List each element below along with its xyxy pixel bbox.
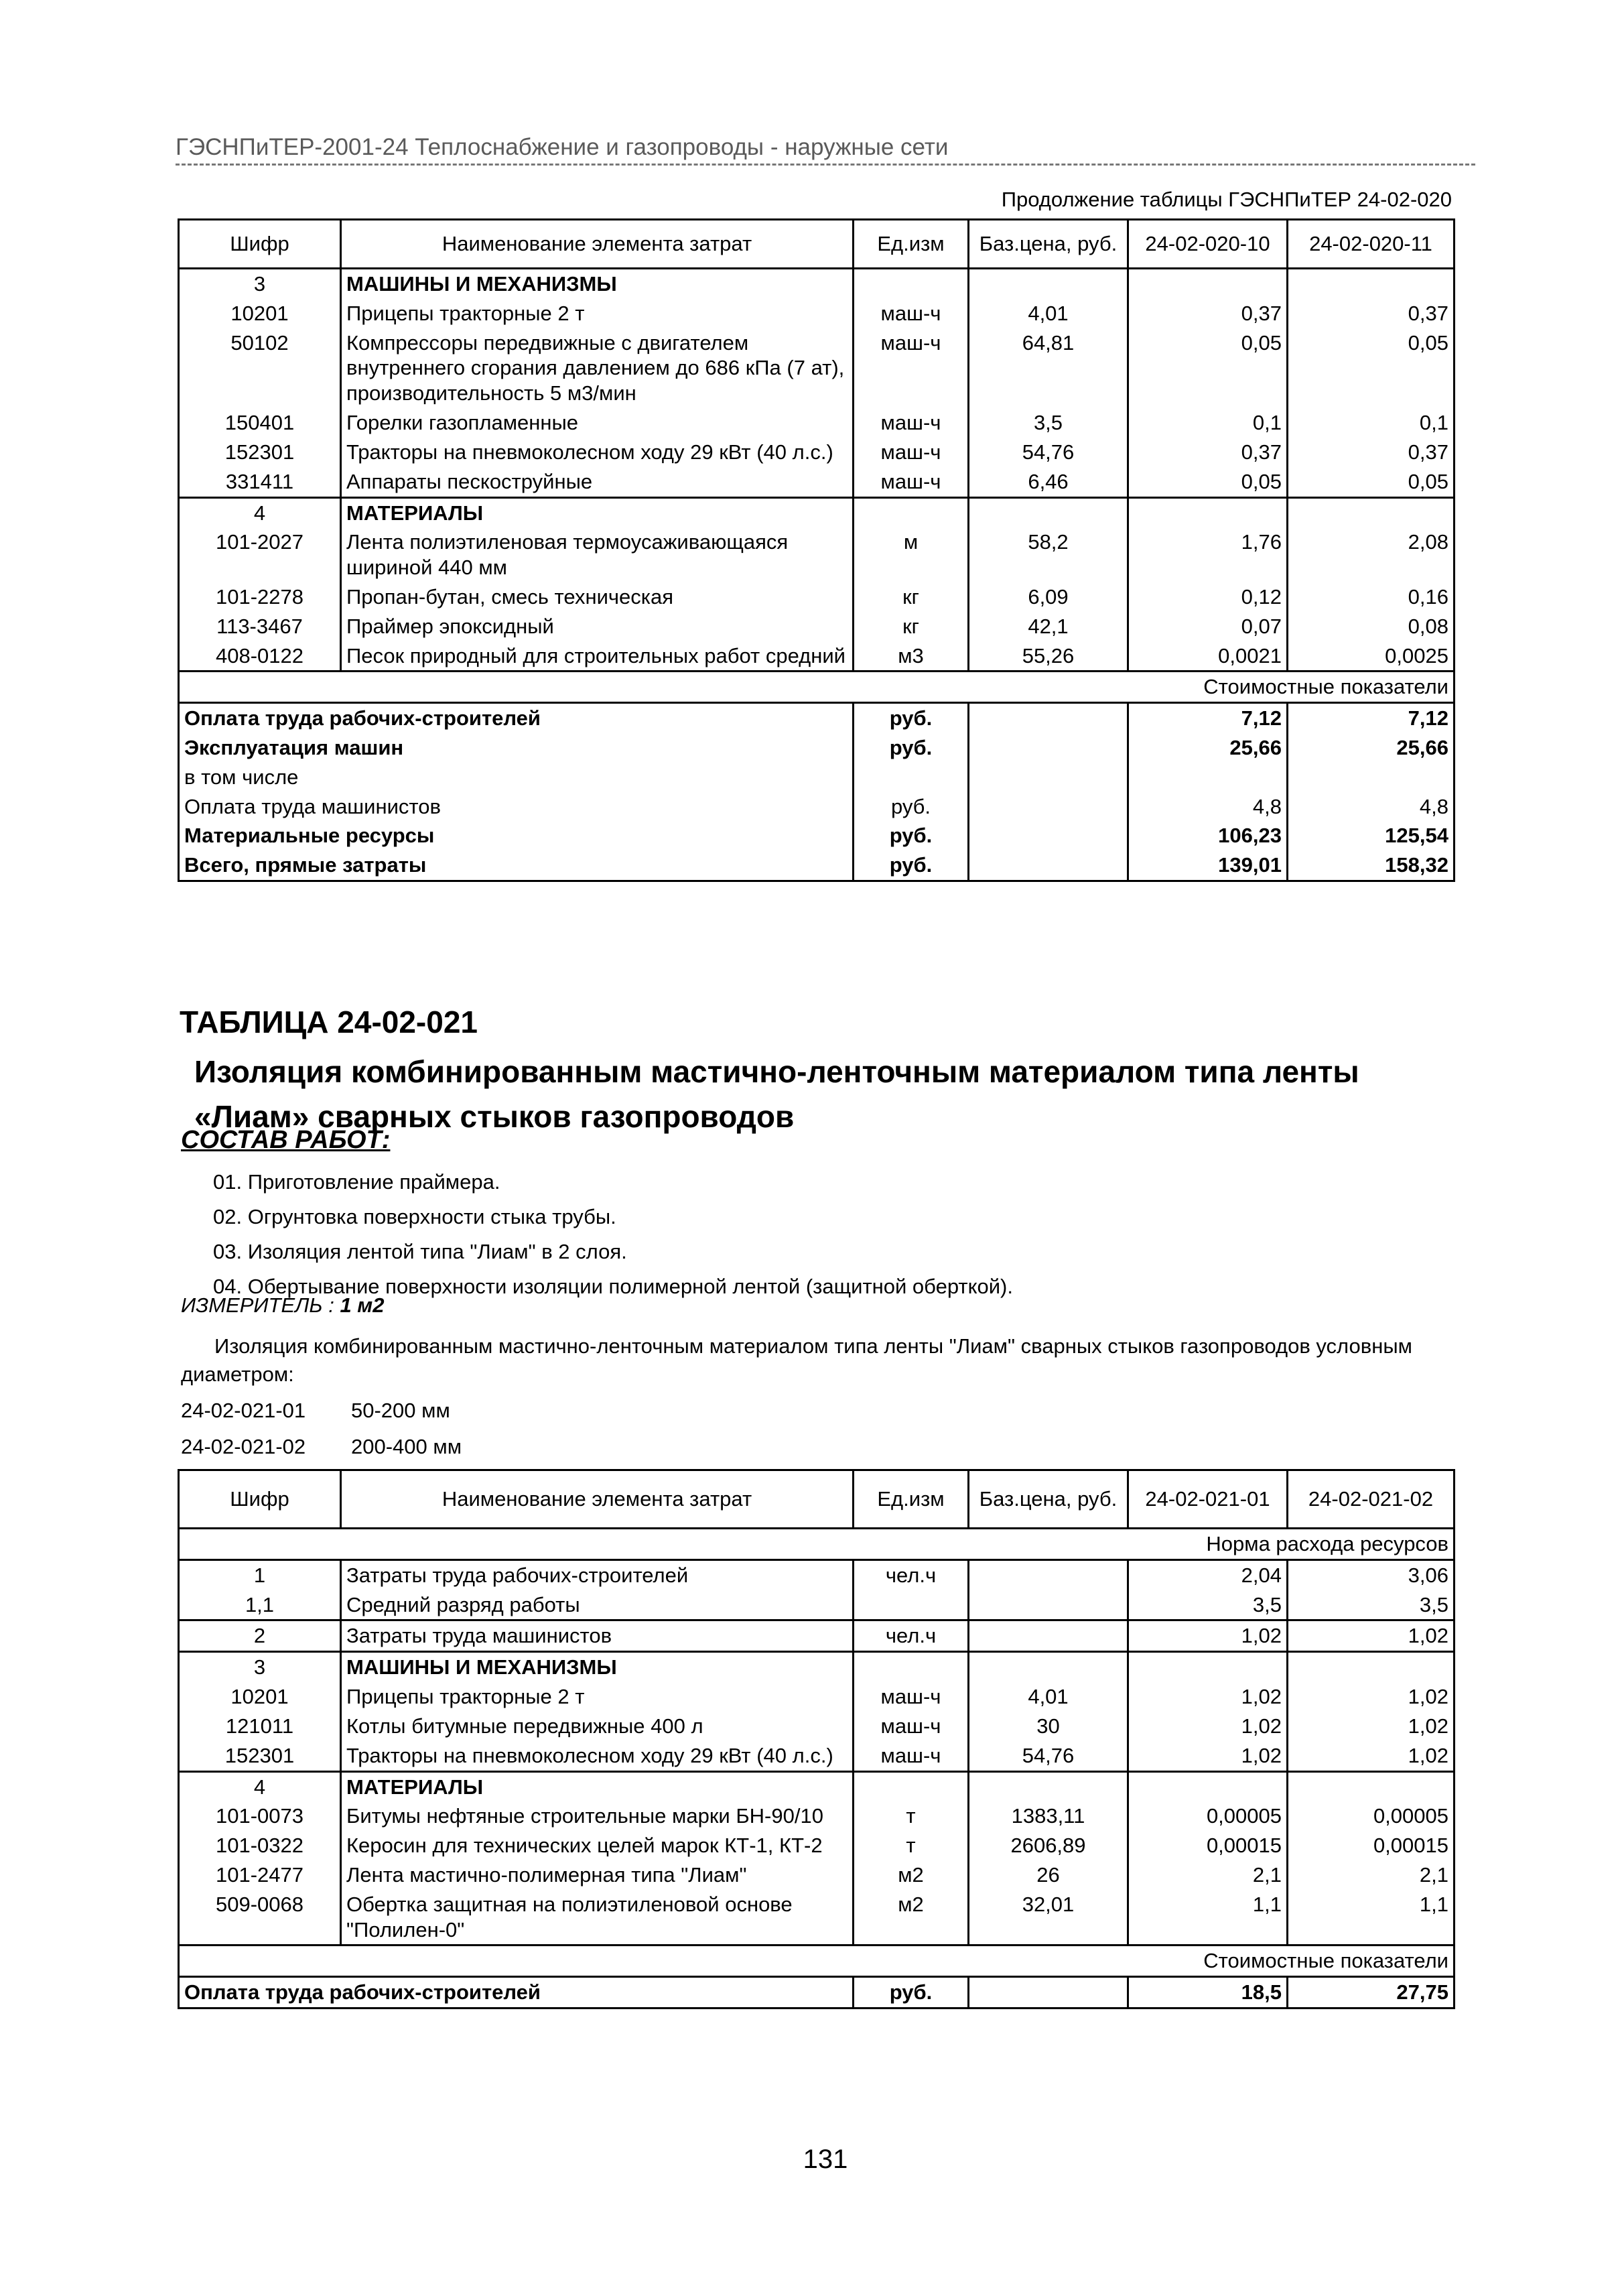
cell-value-1: 1,02 (1128, 1712, 1288, 1741)
cell-price: 4,01 (969, 299, 1128, 328)
cell-name: Обертка защитная на полиэтиленовой основе "Полилен-0" (341, 1890, 854, 1946)
table-row (179, 1620, 1455, 1652)
running-header: ГЭСНПиТЕР-2001-24 Теплоснабжение и газопроводы - наружные сети (176, 134, 1475, 166)
cell-value-2 (1288, 269, 1455, 299)
cell-unit: маш-ч (854, 328, 969, 408)
table-span-row (179, 1946, 1455, 1977)
cell-unit: маш-ч (854, 467, 969, 497)
col-header-code: Шифр (179, 220, 341, 269)
table-row (179, 582, 1455, 612)
cell-code: 331411 (179, 467, 341, 497)
cell-value-1: 0,05 (1128, 328, 1288, 408)
cell-value-1: 1,1 (1128, 1890, 1288, 1946)
summary-unit: руб. (854, 1977, 969, 2008)
cell-code: 10201 (179, 299, 341, 328)
table-row (179, 269, 1455, 299)
col-header-v1: 24-02-021-01 (1128, 1470, 1288, 1529)
cell-price (969, 1620, 1128, 1652)
cell-name: Пропан-бутан, смесь техническая (341, 582, 854, 612)
cell-value-2: 0,37 (1288, 299, 1455, 328)
summary-value-2: 7,12 (1288, 703, 1455, 733)
cell-code: 408-0122 (179, 641, 341, 672)
cell-price: 32,01 (969, 1890, 1128, 1946)
summary-row (179, 1977, 1455, 2008)
cell-name: Праймер эпоксидный (341, 612, 854, 641)
cell-price (969, 1771, 1128, 1801)
cell-code: 1,1 (179, 1590, 341, 1620)
cell-name: Аппараты пескоструйные (341, 467, 854, 497)
table-row (179, 527, 1455, 582)
cell-value-2: 1,02 (1288, 1620, 1455, 1652)
table2-header-row (179, 1470, 1455, 1529)
summary-value-1: 18,5 (1128, 1977, 1288, 2008)
cell-name: Горелки газопламенные (341, 408, 854, 438)
cell-code: 101-2027 (179, 527, 341, 582)
cell-price: 6,09 (969, 582, 1128, 612)
summary-value-2: 158,32 (1288, 850, 1455, 881)
cell-name: МАШИНЫ И МЕХАНИЗМЫ (341, 1652, 854, 1682)
cell-code: 50102 (179, 328, 341, 408)
cell-unit: маш-ч (854, 438, 969, 467)
cell-unit: кг (854, 582, 969, 612)
table1-caption: Продолжение таблицы ГЭСНПиТЕР 24-02-020 (1001, 188, 1452, 211)
summary-label: Оплата труда рабочих-строителей (179, 1977, 854, 2008)
cell-value-1: 0,37 (1128, 299, 1288, 328)
summary-value-1: 106,23 (1128, 821, 1288, 850)
cell-name: МАТЕРИАЛЫ (341, 1771, 854, 1801)
cell-unit: маш-ч (854, 1712, 969, 1741)
meter-label: ИЗМЕРИТЕЛЬ : (181, 1293, 334, 1317)
table1-header-row (179, 220, 1455, 269)
table-row (179, 1890, 1455, 1946)
cell-code: 121011 (179, 1712, 341, 1741)
table2 (178, 1469, 1455, 2009)
summary-row (179, 763, 1455, 792)
table1 (178, 218, 1455, 882)
summary-label: Оплата труда машинистов (179, 792, 854, 822)
cell-value-1: 0,00005 (1128, 1801, 1288, 1831)
summary-price (969, 792, 1128, 822)
cell-value-1: 0,05 (1128, 467, 1288, 497)
operation-item: 03. Изоляция лентой типа "Лиам" в 2 слоя. (213, 1240, 627, 1263)
cell-code: 101-2278 (179, 582, 341, 612)
cell-code: 113-3467 (179, 612, 341, 641)
cell-unit: м3 (854, 641, 969, 672)
cell-price: 55,26 (969, 641, 1128, 672)
table-row (179, 328, 1455, 408)
code-range: 50-200 мм (351, 1399, 450, 1422)
cell-value-1: 1,02 (1128, 1682, 1288, 1712)
cell-name: МАТЕРИАЛЫ (341, 497, 854, 527)
summary-value-2: 125,54 (1288, 821, 1455, 850)
table-row (179, 612, 1455, 641)
cell-price: 54,76 (969, 1741, 1128, 1771)
cost-indicators-label: Стоимостные показатели (179, 1946, 1455, 1977)
cell-value-2: 0,00005 (1288, 1801, 1455, 1831)
cost-indicators-label: Стоимостные показатели (179, 672, 1455, 703)
table-row (179, 438, 1455, 467)
cell-price: 6,46 (969, 467, 1128, 497)
summary-label: Оплата труда рабочих-строителей (179, 703, 854, 733)
cell-code: 152301 (179, 1741, 341, 1771)
cell-price: 54,76 (969, 438, 1128, 467)
cell-unit (854, 1771, 969, 1801)
summary-value-1: 4,8 (1128, 792, 1288, 822)
cell-value-2: 0,08 (1288, 612, 1455, 641)
code: 24-02-021-02 (181, 1435, 306, 1458)
code-item (181, 1429, 462, 1465)
cell-value-1 (1128, 269, 1288, 299)
cell-value-2: 2,08 (1288, 527, 1455, 582)
code-item (181, 1393, 462, 1429)
cell-code: 150401 (179, 408, 341, 438)
summary-row (179, 792, 1455, 822)
col-header-v1: 24-02-020-10 (1128, 220, 1288, 269)
cell-value-2: 0,16 (1288, 582, 1455, 612)
cell-price: 42,1 (969, 612, 1128, 641)
cell-name: Затраты труда машинистов (341, 1620, 854, 1652)
cell-price (969, 269, 1128, 299)
summary-value-2: 25,66 (1288, 733, 1455, 763)
cell-name: Средний разряд работы (341, 1590, 854, 1620)
cell-value-2: 3,06 (1288, 1559, 1455, 1590)
summary-price (969, 733, 1128, 763)
cell-price: 4,01 (969, 1682, 1128, 1712)
cell-price (969, 497, 1128, 527)
col-header-price: Баз.цена, руб. (969, 1470, 1128, 1529)
cell-price: 26 (969, 1860, 1128, 1890)
summary-unit: руб. (854, 733, 969, 763)
cell-unit (854, 497, 969, 527)
table-row (179, 641, 1455, 672)
summary-price (969, 763, 1128, 792)
col-header-code: Шифр (179, 1470, 341, 1529)
col-header-unit: Ед.изм (854, 1470, 969, 1529)
cell-price (969, 1590, 1128, 1620)
cell-value-1 (1128, 497, 1288, 527)
cell-unit (854, 1590, 969, 1620)
table-row (179, 1559, 1455, 1590)
table-row (179, 1771, 1455, 1801)
table-number-heading: ТАБЛИЦА 24-02-021 (180, 1005, 478, 1039)
table-row (179, 1860, 1455, 1890)
cell-value-1 (1128, 1771, 1288, 1801)
cell-price (969, 1652, 1128, 1682)
cell-value-2: 3,5 (1288, 1590, 1455, 1620)
cell-code: 3 (179, 269, 341, 299)
description: Изоляция комбинированным мастично-ленточным материалом типа ленты "Лиам" сварных стыков газопроводов условным диаметром: (181, 1334, 1412, 1386)
cell-code: 101-0073 (179, 1801, 341, 1831)
cell-code: 3 (179, 1652, 341, 1682)
cell-value-1: 0,00015 (1128, 1831, 1288, 1860)
cell-value-1: 0,1 (1128, 408, 1288, 438)
cell-code: 4 (179, 497, 341, 527)
operation-item: 01. Приготовление праймера. (213, 1170, 500, 1194)
code-list (181, 1393, 462, 1465)
cell-code: 101-0322 (179, 1831, 341, 1860)
cell-code: 10201 (179, 1682, 341, 1712)
summary-unit: руб. (854, 850, 969, 881)
summary-row (179, 821, 1455, 850)
cell-code: 1 (179, 1559, 341, 1590)
table-row (179, 497, 1455, 527)
col-header-unit: Ед.изм (854, 220, 969, 269)
cell-value-2: 1,02 (1288, 1682, 1455, 1712)
col-header-name: Наименование элемента затрат (341, 220, 854, 269)
cell-unit: м2 (854, 1860, 969, 1890)
section-title: Изоляция комбинированным мастично-ленточным материалом типа ленты «Лиам» сварных стыков газопроводов (194, 1054, 1359, 1134)
summary-price (969, 850, 1128, 881)
cell-name: МАШИНЫ И МЕХАНИЗМЫ (341, 269, 854, 299)
meter-line (181, 1293, 384, 1318)
cell-name: Прицепы тракторные 2 т (341, 299, 854, 328)
col-header-price: Баз.цена, руб. (969, 220, 1128, 269)
cell-value-1: 0,12 (1128, 582, 1288, 612)
table-row (179, 467, 1455, 497)
operations-list (213, 1165, 1013, 1304)
cell-name: Компрессоры передвижные с двигателем внутреннего сгорания давлением до 686 кПа (7 ат), производительность 5 м3/мин (341, 328, 854, 408)
summary-value-2 (1288, 763, 1455, 792)
summary-price (969, 821, 1128, 850)
cell-code: 509-0068 (179, 1890, 341, 1946)
cell-value-1: 0,37 (1128, 438, 1288, 467)
cell-code: 101-2477 (179, 1860, 341, 1890)
summary-value-1: 139,01 (1128, 850, 1288, 881)
work-composition-heading: СОСТАВ РАБОТ: (181, 1126, 391, 1154)
cell-unit: чел.ч (854, 1559, 969, 1590)
cell-name: Тракторы на пневмоколесном ходу 29 кВт (40 л.с.) (341, 438, 854, 467)
cell-value-2: 0,1 (1288, 408, 1455, 438)
cell-unit: м2 (854, 1890, 969, 1946)
cell-name: Затраты труда рабочих-строителей (341, 1559, 854, 1590)
cell-code: 152301 (179, 438, 341, 467)
table-row (179, 1712, 1455, 1741)
cell-name: Лента мастично-полимерная типа "Лиам" (341, 1860, 854, 1890)
code: 24-02-021-01 (181, 1399, 306, 1422)
cell-name: Битумы нефтяные строительные марки БН-90/10 (341, 1801, 854, 1831)
summary-value-1: 7,12 (1128, 703, 1288, 733)
summary-price (969, 703, 1128, 733)
summary-unit: руб. (854, 792, 969, 822)
summary-value-2: 27,75 (1288, 1977, 1455, 2008)
code-range: 200-400 мм (351, 1435, 462, 1458)
cell-value-1: 2,1 (1128, 1860, 1288, 1890)
summary-unit: руб. (854, 821, 969, 850)
cell-value-2: 0,37 (1288, 438, 1455, 467)
cell-value-2: 0,00015 (1288, 1831, 1455, 1860)
operation-item: 02. Огрунтовка поверхности стыка трубы. (213, 1205, 616, 1228)
cell-unit: маш-ч (854, 1682, 969, 1712)
cell-value-2: 0,05 (1288, 328, 1455, 408)
cell-value-2 (1288, 1771, 1455, 1801)
table-row (179, 1741, 1455, 1771)
operation-item: 04. Обертывание поверхности изоляции полимерной лентой (защитной оберткой). (213, 1275, 1013, 1298)
table-row (179, 1801, 1455, 1831)
cell-value-2: 2,1 (1288, 1860, 1455, 1890)
cell-name: Котлы битумные передвижные 400 л (341, 1712, 854, 1741)
table-span-row (179, 1529, 1455, 1560)
cell-unit (854, 269, 969, 299)
summary-row (179, 850, 1455, 881)
table-row (179, 1831, 1455, 1860)
cell-value-2 (1288, 1652, 1455, 1682)
summary-value-2: 4,8 (1288, 792, 1455, 822)
col-header-v2: 24-02-020-11 (1288, 220, 1455, 269)
cell-code: 4 (179, 1771, 341, 1801)
cell-price: 30 (969, 1712, 1128, 1741)
col-header-name: Наименование элемента затрат (341, 1470, 854, 1529)
table-row (179, 408, 1455, 438)
cell-name: Керосин для технических целей марок КТ-1, КТ-2 (341, 1831, 854, 1860)
table-row (179, 1682, 1455, 1712)
summary-unit (854, 763, 969, 792)
cell-unit: т (854, 1831, 969, 1860)
summary-value-1: 25,66 (1128, 733, 1288, 763)
cell-value-2: 0,0025 (1288, 641, 1455, 672)
norm-label: Норма расхода ресурсов (179, 1529, 1455, 1560)
cell-price: 3,5 (969, 408, 1128, 438)
cell-value-2: 1,02 (1288, 1712, 1455, 1741)
cell-price (969, 1559, 1128, 1590)
cell-value-1: 0,0021 (1128, 641, 1288, 672)
cell-value-1: 2,04 (1128, 1559, 1288, 1590)
table-row (179, 1590, 1455, 1620)
cell-name: Песок природный для строительных работ средний (341, 641, 854, 672)
summary-row (179, 733, 1455, 763)
table-span-row (179, 672, 1455, 703)
summary-price (969, 1977, 1128, 2008)
cell-code: 2 (179, 1620, 341, 1652)
summary-unit: руб. (854, 703, 969, 733)
cell-value-1: 1,02 (1128, 1620, 1288, 1652)
cell-unit: маш-ч (854, 408, 969, 438)
cell-value-2: 0,05 (1288, 467, 1455, 497)
cell-value-1: 3,5 (1128, 1590, 1288, 1620)
cell-value-1 (1128, 1652, 1288, 1682)
cell-unit (854, 1652, 969, 1682)
cell-price: 2606,89 (969, 1831, 1128, 1860)
cell-value-1: 1,76 (1128, 527, 1288, 582)
cell-name: Лента полиэтиленовая термоусаживающаяся шириной 440 мм (341, 527, 854, 582)
summary-value-1 (1128, 763, 1288, 792)
cell-value-1: 0,07 (1128, 612, 1288, 641)
summary-label: Всего, прямые затраты (179, 850, 854, 881)
cell-unit: м (854, 527, 969, 582)
table-row (179, 299, 1455, 328)
summary-label: в том числе (179, 763, 854, 792)
cell-value-2: 1,1 (1288, 1890, 1455, 1946)
col-header-v2: 24-02-021-02 (1288, 1470, 1455, 1529)
table-row (179, 1652, 1455, 1682)
cell-unit: т (854, 1801, 969, 1831)
cell-value-1: 1,02 (1128, 1741, 1288, 1771)
cell-unit: маш-ч (854, 299, 969, 328)
cell-name: Тракторы на пневмоколесном ходу 29 кВт (40 л.с.) (341, 1741, 854, 1771)
summary-label: Эксплуатация машин (179, 733, 854, 763)
cell-unit: чел.ч (854, 1620, 969, 1652)
cell-unit: кг (854, 612, 969, 641)
cell-name: Прицепы тракторные 2 т (341, 1682, 854, 1712)
cell-value-2 (1288, 497, 1455, 527)
cell-unit: маш-ч (854, 1741, 969, 1771)
summary-row (179, 703, 1455, 733)
cell-value-2: 1,02 (1288, 1741, 1455, 1771)
cell-price: 64,81 (969, 328, 1128, 408)
meter-value: 1 м2 (340, 1293, 385, 1317)
cell-price: 1383,11 (969, 1801, 1128, 1831)
cell-price: 58,2 (969, 527, 1128, 582)
summary-label: Материальные ресурсы (179, 821, 854, 850)
page-number: 131 (803, 2145, 848, 2174)
